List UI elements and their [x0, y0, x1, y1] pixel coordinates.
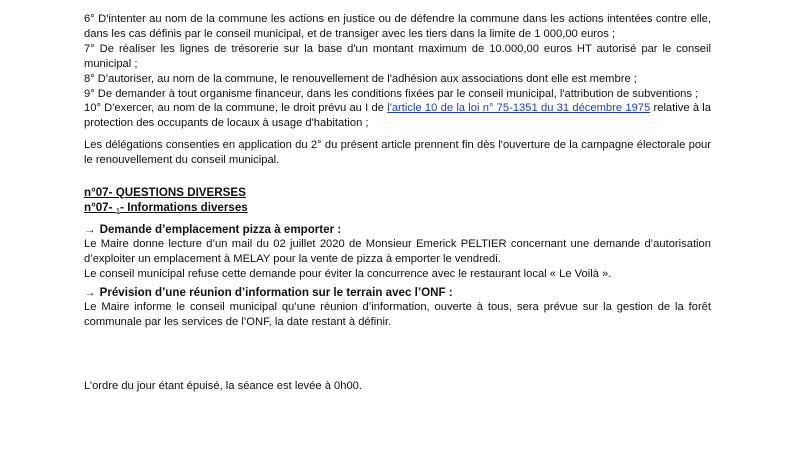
law-article-link[interactable]: l'article 10 de la loi n° 75-1351 du 31 décembre 1975: [387, 102, 651, 115]
delegation-item-9: 9° De demander à tout organisme financeur, dans les conditions fixées par le conseil municipal, l'attribution de subventions ;: [84, 87, 699, 100]
delegation-item-8: 8° D'autoriser, au nom de la commune, le renouvellement de l'adhésion aux associations dont elle est membre ;: [84, 72, 637, 85]
item-onf-line-1: Le Maire informe le conseil municipal qu’une réunion d’information, ouverte à tous, sera prévue sur la gestion de la forêt communale par les services de l’ONF, la date restant à définir.: [84, 300, 711, 328]
item10-text-after: relative à la protection des occupants de locaux à usage d'habitation ;: [84, 102, 711, 130]
subsection-label: - Informations diverses: [120, 201, 248, 215]
delegation-item-6: 6° D'intenter au nom de la commune les actions en justice ou de défendre la commune dans les actions intentées contre elle, dans les cas définis par le conseil municipal, et de transiger avec les tiers dans la limite de 1 000,00 euros ;: [84, 13, 711, 40]
closing-statement: L’ordre du jour étant épuisé, la séance est levée à 0h00.: [84, 379, 363, 392]
subsection-title: [84, 200, 711, 219]
delegation-item-7: 7° De réaliser les lignes de trésorerie sur la base d'un montant maximum de 10.000,00 euros HT autorisé par le conseil municipal ;: [84, 42, 711, 70]
arrow-right-icon: →: [84, 285, 96, 299]
item-heading-onf: [84, 285, 711, 300]
subsection-number: 1: [115, 207, 121, 217]
item-pizza-line-1: Le Maire donne lecture d’un mail du 02 juillet 2020 de Monsieur Emerick PELTIER concernant une demande d’autorisation d’exploiter un emplacement à MELAY pour la vente de pizza à emporter le vendredi.: [84, 238, 711, 265]
delegation-note: Les délégations consenties en application du 2° du présent article prennent fin dès l'ouverture de la campagne électorale pour le renouvellement du conseil municipal.: [84, 139, 711, 167]
item-heading-pizza-text: Demande d’emplacement pizza à emporter :: [99, 223, 342, 237]
item-pizza-line-2: Le conseil municipal refuse cette demande pour éviter la concurrence avec le restaurant local « Le Voilà ».: [84, 267, 612, 280]
document-page: [84, 12, 711, 405]
item-heading-pizza: [84, 222, 711, 237]
item-heading-onf-text: Prévision d’une réunion d’information sur le terrain avec l’ONF :: [99, 285, 453, 299]
item10-text-before: 10° D'exercer, au nom de la commune, le droit prévu au I de: [84, 102, 388, 115]
delegation-item-10: [84, 101, 711, 131]
arrow-right-icon: →: [84, 223, 96, 237]
section-title: n°07- QUESTIONS DIVERSES: [84, 186, 246, 200]
subsection-prefix: n°07-: [84, 201, 113, 215]
